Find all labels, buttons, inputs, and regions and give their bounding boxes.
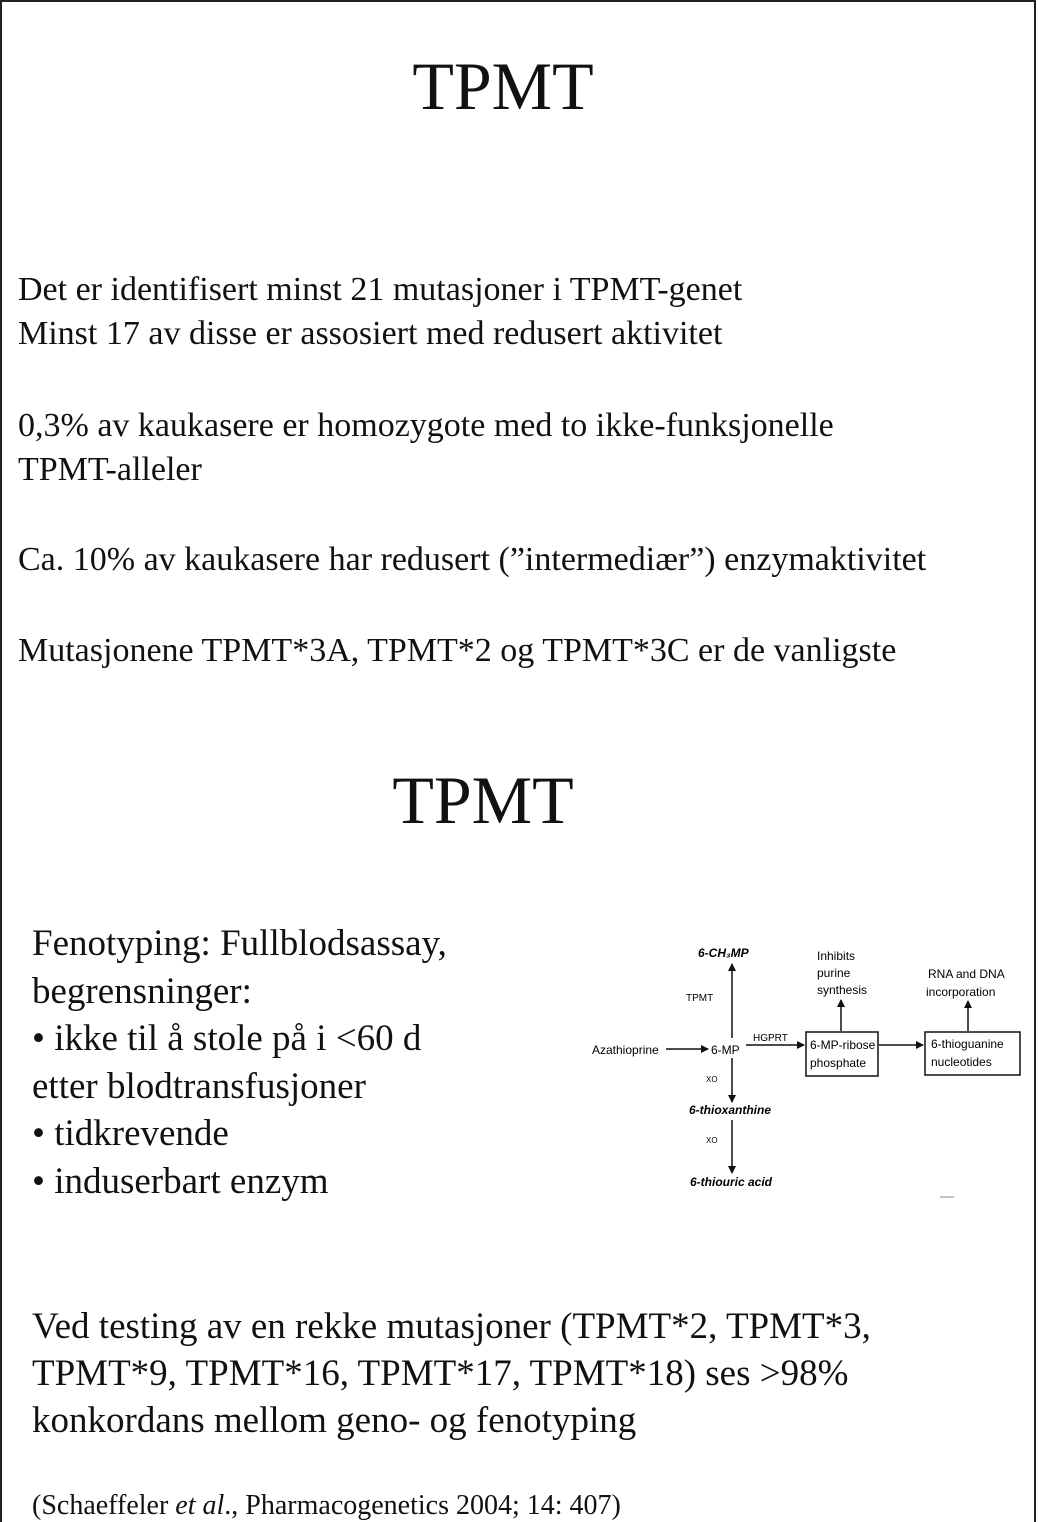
inhibits-label-1: Inhibits [817,949,856,963]
ribose-phosphate-label-1: 6-MP-ribose [810,1038,876,1052]
ribose-phosphate-label-2: phosphate [810,1056,867,1070]
bottom-text-line-3: konkordans mellom geno- og fenotyping [32,1400,637,1441]
left-text-line-2: begrensninger: [32,971,252,1012]
inhibits-label-2: purine [817,966,851,980]
metabolism-diagram [580,930,1030,1210]
bottom-text-line-1: Ved testing av en rekke mutasjoner (TPMT*2, TPMT*3, [32,1306,871,1347]
xo-label-1: XO [706,1075,718,1084]
rna-dna-label-2: incorporation [926,985,996,999]
slide1-line-4: TPMT-alleler [18,451,202,488]
six-mp-label: 6-MP [711,1043,740,1057]
slide1-line-1: Det er identifisert minst 21 mutasjoner i TPMT-genet [18,271,743,308]
rna-dna-label-1: RNA and DNA [928,967,1005,981]
reference-pre: (Schaeffeler [32,1490,176,1521]
reference-post: ., Pharmacogenetics 2004; 14: 407) [224,1490,621,1521]
slide1-line-3: 0,3% av kaukasere er homozygote med to ikke-funksjonelle [18,407,834,444]
thioxanthine-label: 6-thioxanthine [689,1103,772,1117]
bottom-text-line-2: TPMT*9, TPMT*16, TPMT*17, TPMT*18) ses >98% [32,1353,849,1394]
methyl-mp-label: 6-CH₃MP [698,946,749,960]
hgprt-label: HGPRT [753,1033,788,1044]
tpmt-label: TPMT [686,993,714,1004]
left-text-line-1: Fenotyping: Fullblodsassay, [32,923,447,964]
left-text-line-6: • induserbart enzym [32,1161,329,1202]
left-text-line-5: • tidkrevende [32,1113,229,1154]
slide1-line-2: Minst 17 av disse er assosiert med redusert aktivitet [18,315,723,352]
reference-italic: et al [175,1490,225,1521]
slide2-title: TPMT [392,762,574,838]
thiouric-acid-label: 6-thiouric acid [690,1175,773,1189]
slide1-title: TPMT [412,48,594,124]
inhibits-label-3: synthesis [817,983,868,997]
slide1-line-5: Ca. 10% av kaukasere har redusert (”intermediær”) enzymaktivitet [18,541,927,578]
slide1-line-6: Mutasjonene TPMT*3A, TPMT*2 og TPMT*3C er de vanligste [18,632,897,669]
azathioprine-label: Azathioprine [592,1043,659,1057]
left-text-line-4: etter blodtransfusjoner [32,1066,366,1107]
left-text-line-3: • ikke til å stole på i <60 d [32,1018,422,1059]
reference-citation [32,1490,621,1522]
thioguanine-label-2: nucleotides [931,1055,992,1069]
thioguanine-label-1: 6-thioguanine [931,1037,1004,1051]
xo-label-2: XO [706,1136,718,1145]
